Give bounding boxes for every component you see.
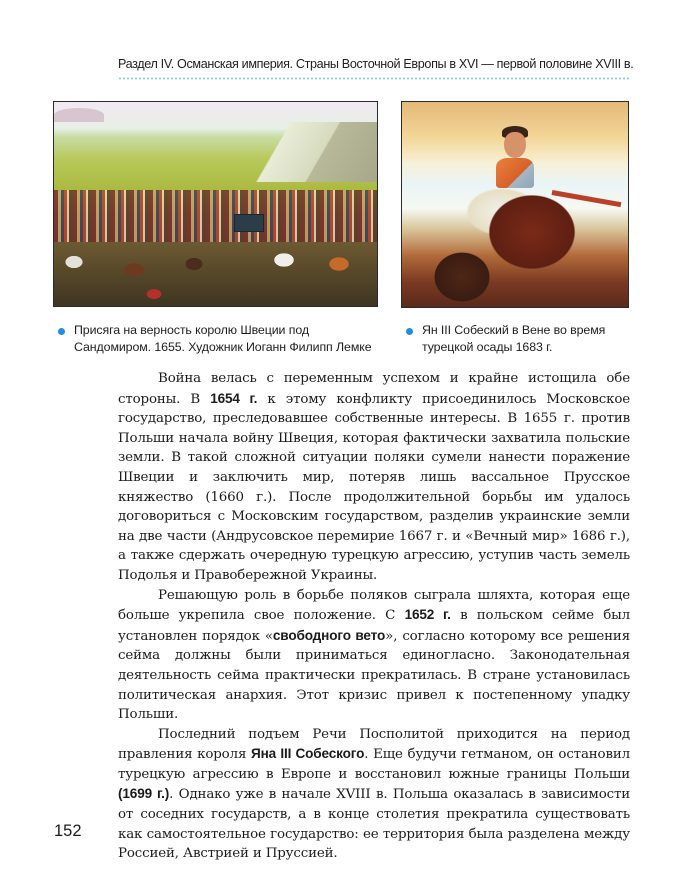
caption-bullet-icon (58, 328, 65, 335)
painting-tent (246, 122, 378, 182)
painting-oath-sandomierz-image (54, 102, 377, 306)
page-number: 152 (54, 822, 82, 840)
painting-rider-sash (496, 158, 534, 188)
body-paragraph: Последний подъем Речи Посполитой приходится на период правления короля Яна III Собеского. Еще будучи гетманом, он остановил турецкую агрессию в Европе и восстановил южные границы Польши (1699 г.). Однако уже в начале XVIII в. Польша оказалась в зависимости от соседних государств, а в конце столетия прекратила существовать как самостоятельное государство: ее территория была разделена между Россией, Австрией и Пруссией. (118, 726, 630, 862)
painting-jan-sobieski-image (402, 102, 628, 307)
painting-lance (552, 190, 622, 207)
figure-jan-sobieski (401, 101, 629, 308)
emphasis-term: 1654 г. (210, 390, 258, 406)
painting-rider-face (504, 132, 526, 158)
emphasis-term: Яна III Собеского (250, 746, 365, 762)
caption-right: Ян III Собеский в Вене во время турецкой осады 1683 г. (422, 323, 606, 354)
body-paragraph: Война велась с переменным успехом и крайне истощила обе стороны. В 1654 г. к этому конфликту присоединилось Московское государство, преследовавшее собственные интересы. В 1655 г. против Польши начала войну Швеция, которая фактически захватила польские земли. В такой сложной ситуации поляки сумели нанести поражение Швеции и заключить мир, потеряв лишь вассальное Прусское княжество (1660 г.). После продолжительной борьбы им удалось договориться с Московским государством, разделив украинские земли на две части (Андрусовское перемирие 1667 г. и «Вечный мир» 1686 г.), а также сдержать очередную турецкую агрессию, уступив часть земель Подолья и Правобережной Украины. (118, 371, 631, 583)
body-text (118, 369, 630, 864)
emphasis-term: свободного вето (272, 627, 386, 643)
painting-hill (54, 108, 104, 122)
running-header: Раздел IV. Османская империя. Страны Восточной Европы в XVI — первой половине XVIII в. (118, 57, 634, 71)
caption-left: Присяга на верность королю Швеции под Сандомиром. 1655. Художник Иоганн Филипп Лемке (74, 323, 372, 354)
painting-crowd (54, 190, 378, 250)
caption-bullet-icon (406, 328, 413, 335)
figure-oath-sandomierz (53, 101, 378, 307)
painting-carriage (234, 214, 264, 232)
emphasis-term: (1699 г.) (118, 786, 170, 802)
body-paragraph: Решающую роль в борьбе поляков сыграла шляхта, которая еще больше укрепила свое положение. С 1652 г. в польском сейме был установлен порядок «свободного вето», согласно которому все решения сейма должны были приниматься единогласно. Законодательная деятельность сейма практически прекратилась. В стране установилась политическая анархия. Этот кризис привел к постепенному упадку Польши. (118, 587, 630, 723)
painting-horsemen (54, 242, 378, 307)
header-dotted-rule (118, 77, 630, 80)
emphasis-term: 1652 г. (404, 607, 451, 623)
